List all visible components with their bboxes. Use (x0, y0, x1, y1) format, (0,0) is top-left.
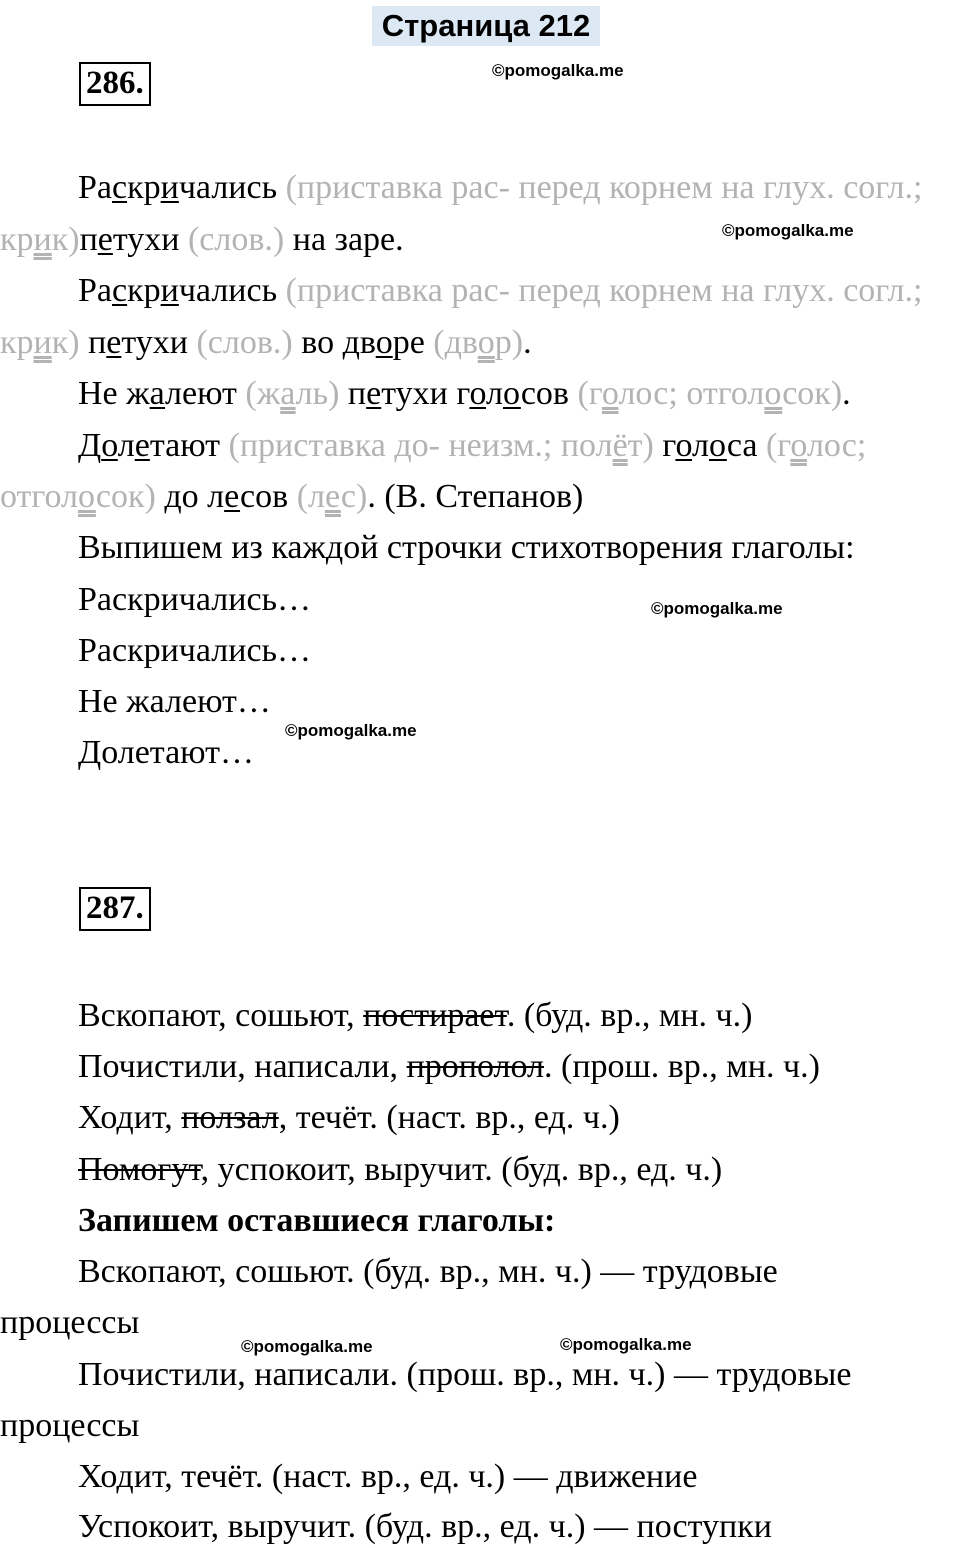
text-line: Успокоит, выручит. (буд. вр., ед. ч.) — поступки (78, 1508, 772, 1545)
watermark: ©pomogalka.me (285, 721, 417, 740)
text-line: Почистили, написали. (прош. вр., мн. ч.) — трудовые (78, 1356, 852, 1393)
text-line: Вскопают, сошьют, постирает. (буд. вр., мн. ч.) (78, 997, 753, 1034)
text-line: Помогут, успокоит, выручит. (буд. вр., ед. ч.) (78, 1151, 723, 1188)
text-line: Выпишем из каждой строчки стихотворения глаголы: (78, 529, 855, 566)
text-line: Ходит, ползал, течёт. (наст. вр., ед. ч.) (78, 1099, 620, 1136)
text-line: крик) петухи (слов.) во дворе (двор). (0, 324, 532, 361)
text-line: Ходит, течёт. (наст. вр., ед. ч.) — движение (78, 1458, 698, 1495)
text-line: Не жалеют (жаль) петухи голосов (голос; отголосок). (78, 375, 851, 412)
page-title: Страница 212 (372, 6, 600, 46)
text-line: Почистили, написали, прополол. (прош. вр., мн. ч.) (78, 1048, 820, 1085)
text-line: процессы (0, 1407, 140, 1444)
text-line: Не жалеют… (78, 683, 271, 720)
text-line: Раскричались… (78, 632, 312, 669)
text-line: крик)петухи (слов.) на заре. (0, 221, 404, 258)
text-line: процессы (0, 1304, 140, 1341)
text-line: Раскричались (приставка рас- перед корнем на глух. согл.; (78, 169, 923, 206)
watermark: ©pomogalka.me (722, 221, 854, 240)
text-line: отголосок) до лесов (лес). (В. Степанов) (0, 478, 584, 515)
watermark: ©pomogalka.me (492, 61, 624, 80)
exercise-number-286: 286. (79, 62, 151, 106)
text-line: Раскричались… (78, 581, 312, 618)
text-line: Долетают… (78, 734, 254, 771)
watermark: ©pomogalka.me (241, 1337, 373, 1356)
watermark: ©pomogalka.me (560, 1335, 692, 1354)
watermark: ©pomogalka.me (651, 599, 783, 618)
text-line: Долетают (приставка до- неизм.; полёт) голоса (голос; (78, 427, 867, 464)
text-line: Раскричались (приставка рас- перед корнем на глух. согл.; (78, 272, 923, 309)
section-heading: Запишем оставшиеся глаголы: (78, 1202, 556, 1239)
text-line: Вскопают, сошьют. (буд. вр., мн. ч.) — трудовые (78, 1253, 778, 1290)
exercise-number-287: 287. (79, 887, 151, 931)
